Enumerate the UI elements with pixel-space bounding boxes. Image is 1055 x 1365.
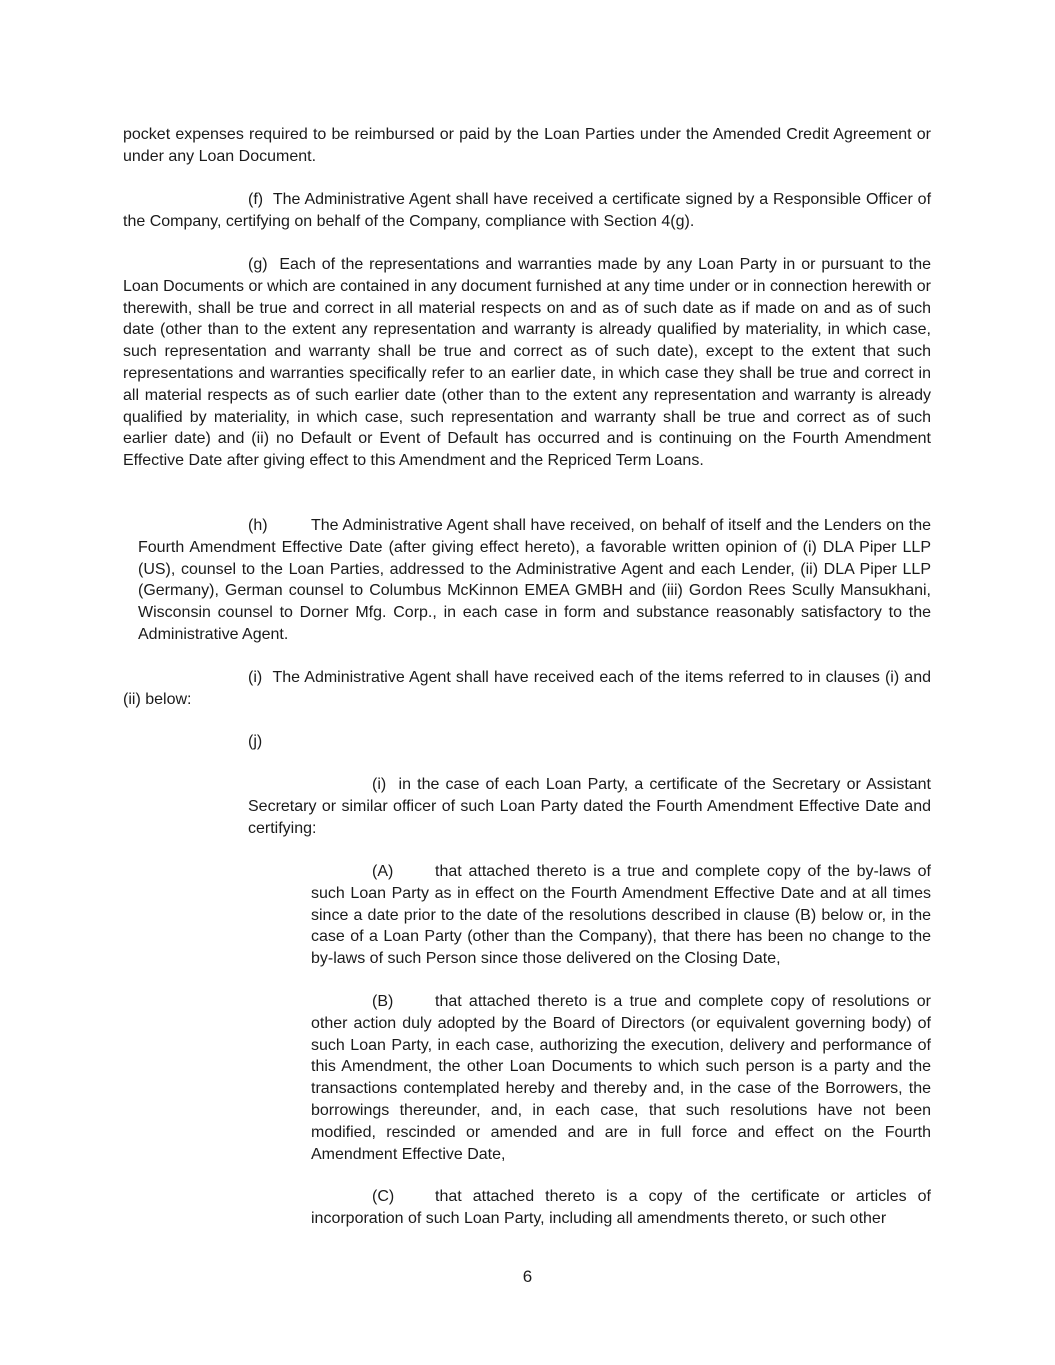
subparagraph-C	[311, 1186, 931, 1230]
paragraph-continuation	[123, 124, 931, 168]
clause-label: (g)	[248, 256, 268, 273]
clause-label: (B)	[372, 993, 394, 1010]
paragraph-text: that attached thereto is a true and complete copy of the by-laws of such Loan Party as in effect on the Fourth Amendment Effective Date and at all times since a date prior to the date of the resolutions described in clause (B) below or, in the case of a Loan Party (other than the Company), that there has been no change to the by-laws of such Person since those delivered on the Closing Date,	[311, 863, 931, 968]
subparagraph-A	[311, 861, 931, 970]
paragraph-text: that attached thereto is a copy of the certificate or articles of incorporation of such Loan Party, including all amendments thereto, or such other	[311, 1188, 931, 1227]
subparagraph-j-i	[248, 774, 931, 839]
subparagraph-B	[311, 991, 931, 1165]
clause-label: (h)	[248, 517, 268, 534]
paragraph-text: in the case of each Loan Party, a certificate of the Secretary or Assistant Secretary or similar officer of such Loan Party dated the Fourth Amendment Effective Date and certifying:	[248, 776, 932, 837]
page-number: 6	[522, 1267, 533, 1286]
clause-label: (A)	[372, 863, 394, 880]
paragraph-f	[123, 189, 931, 233]
paragraph-text: Each of the representations and warranties made by any Loan Party in or pursuant to the Loan Documents or which are contained in any document furnished at any time under or in connection herewith or therewith, shall be true and correct in all material respects on and as of such date as if made on and as of such date (other than to the extent any representation and warranty is already qualified by materiality, in which case, such representation and warranty shall be true and correct as of such date), except to the extent that such representations and warranties specifically refer to an earlier date, in which case they shall be true and correct in all material respects as of such earlier date (other than to the extent any representation and warranty is already qualified by materiality, in which case, such representation and warranty shall be true and correct as of such earlier date) and (ii) no Default or Event of Default has occurred and is continuing on the Fourth Amendment Effective Date after giving effect to this Amendment and the Repriced Term Loans.	[123, 256, 931, 470]
paragraph-text: pocket expenses required to be reimbursed or paid by the Loan Parties under the Amended Credit Agreement or under any Loan Document.	[123, 126, 931, 165]
paragraph-text: The Administrative Agent shall have received, on behalf of itself and the Lenders on the Fourth Amendment Effective Date (after giving effect hereto), a favorable written opinion of (i) DLA Piper LLP (US), counsel to the Loan Parties, addressed to the Administrative Agent and each Lender, (ii) DLA Piper LLP (Germany), German counsel to Columbus McKinnon EMEA GMBH and (iii) Gordon Rees Scully Mansukhani, Wisconsin counsel to Dorner Mfg. Corp., in each case in form and substance reasonably satisfactory to the Administrative Agent.	[138, 517, 931, 643]
clause-label: (j)	[248, 733, 263, 750]
clause-label: (i)	[372, 776, 387, 793]
clause-label: (f)	[248, 191, 264, 208]
clause-label: (C)	[372, 1188, 395, 1205]
paragraph-g	[123, 254, 931, 472]
paragraph-h	[138, 515, 931, 646]
paragraph-text: The Administrative Agent shall have received a certificate signed by a Responsible Officer of the Company, certifying on behalf of the Company, compliance with Section 4(g).	[123, 191, 932, 230]
paragraph-text: The Administrative Agent shall have received each of the items referred to in clauses (i) and (ii) below:	[123, 669, 931, 708]
paragraph-text: that attached thereto is a true and complete copy of resolutions or other action duly adopted by the Board of Directors (or equivalent governing body) of such Loan Party, in each case, authorizing the execution, delivery and performance of this Amendment, the other Loan Documents to which such person is a party and the transactions contemplated hereby and thereby and, in the case of the Borrowers, the borrowings thereunder, and, in each case, that such resolutions have not been modified, rescinded or amended and are in full force and effect on the Fourth Amendment Effective Date,	[311, 993, 931, 1163]
paragraph-i	[123, 667, 931, 711]
clause-label: (i)	[248, 669, 263, 686]
paragraph-j	[248, 731, 448, 753]
